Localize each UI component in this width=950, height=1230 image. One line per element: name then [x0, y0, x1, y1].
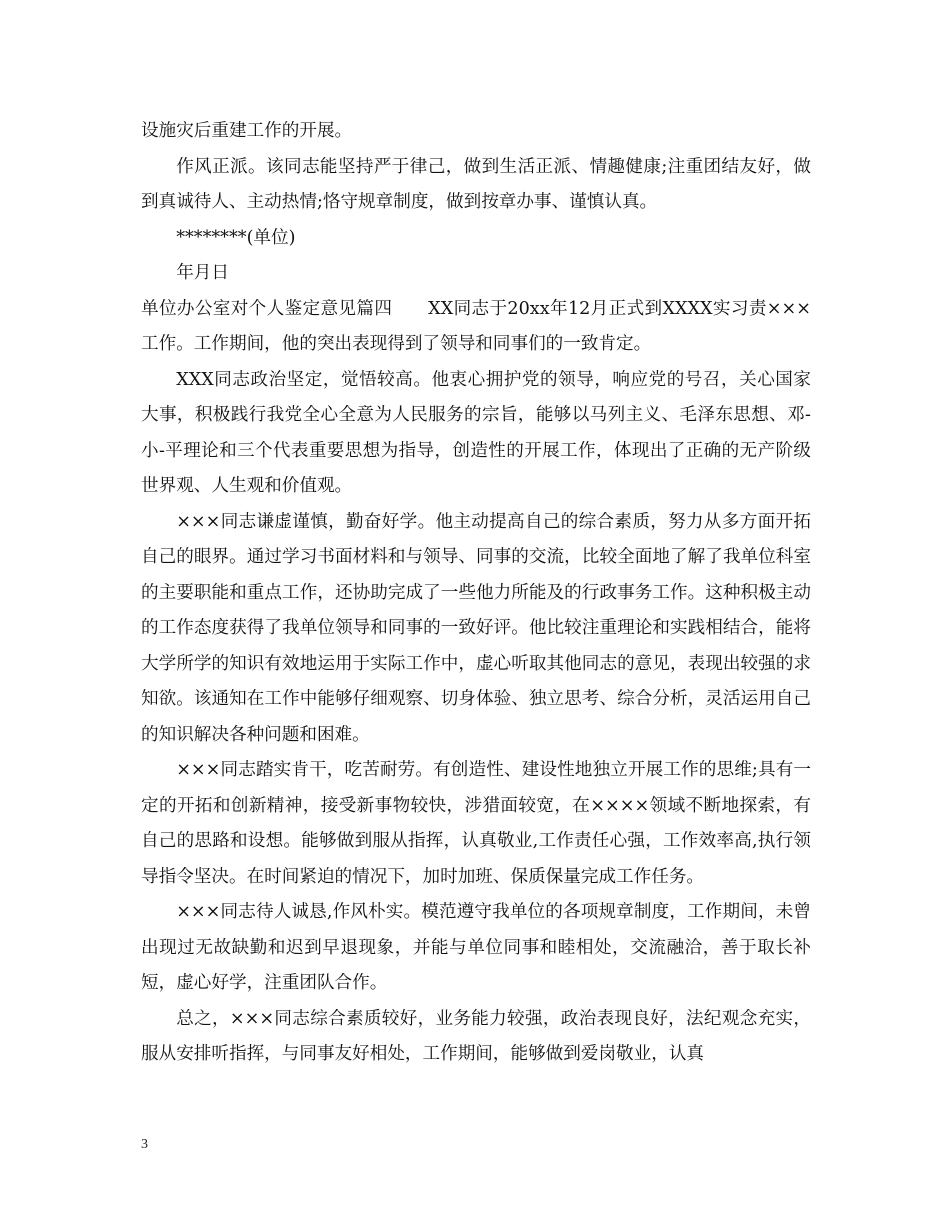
- paragraph-summary: 总之，×××同志综合素质较好，业务能力较强，政治表现良好，法纪观念充实，服从安排听指挥，与同事友好相处，工作期间，能够做到爱岗敬业，认真: [141, 1008, 811, 1064]
- page-number: 3: [141, 1137, 148, 1152]
- paragraph-political: XXX同志政治坚定，觉悟较高。他衷心拥护党的领导，响应党的号召，关心国家大事，积极践行我党全心全意为人民服务的宗旨，能够以马列主义、毛泽东思想、邓-小-平理论和三个代表重要思想为指导，创造性的开展工作，体现出了正确的无产阶级世界观、人生观和价值观。: [141, 369, 811, 496]
- paragraph-diligence: ×××同志踏实肯干，吃苦耐劳。有创造性、建设性地独立开展工作的思维;具有一定的开拓和创新精神，接受新事物较快，涉猎面较宽，在××××领域不断地探索，有自己的思路和设想。能够做到服从指挥，认真敬业,工作责任心强，工作效率高,执行领导指令坚决。在时间紧迫的情况下，加时加班、保质保量完成工作任务。: [141, 760, 811, 887]
- paragraph-work-style: 作风正派。该同志能坚持严于律己，做到生活正派、情趣健康;注重团结友好，做到真诚待人、主动热情;恪守规章制度，做到按章办事、谨慎认真。: [141, 156, 811, 212]
- paragraph-continuation: 设施灾后重建工作的开展。: [141, 121, 353, 141]
- section-heading-part-four: 单位办公室对个人鉴定意见篇四 XX同志于20xx年12月正式到XXXX实习责×××工作。工作期间，他的突出表现得到了领导和同事们的一致肯定。: [141, 298, 811, 354]
- signature-date: 年月日: [176, 263, 229, 283]
- signature-unit: ********(单位): [176, 227, 296, 248]
- document-body: [141, 114, 811, 1073]
- paragraph-study: ×××同志谦虚谨慎，勤奋好学。他主动提高自己的综合素质，努力从多方面开拓自己的眼界。通过学习书面材料和与领导、同事的交流，比较全面地了解了我单位科室的主要职能和重点工作，还协助完成了一些他力所能及的行政事务工作。这种积极主动的工作态度获得了我单位领导和同事的一致好评。他比较注重理论和实践相结合，能将大学所学的知识有效地运用于实际工作中，虚心听取其他同志的意见，表现出较强的求知欲。该通知在工作中能够仔细观察、切身体验、独立思考、综合分析，灵活运用自己的知识解决各种问题和困难。: [141, 511, 811, 745]
- paragraph-conduct: ×××同志待人诚恳,作风朴实。模范遵守我单位的各项规章制度，工作期间，未曾出现过无故缺勤和迟到早退现象，并能与单位同事和睦相处，交流融洽，善于取长补短，虚心好学，注重团队合作。: [141, 902, 811, 993]
